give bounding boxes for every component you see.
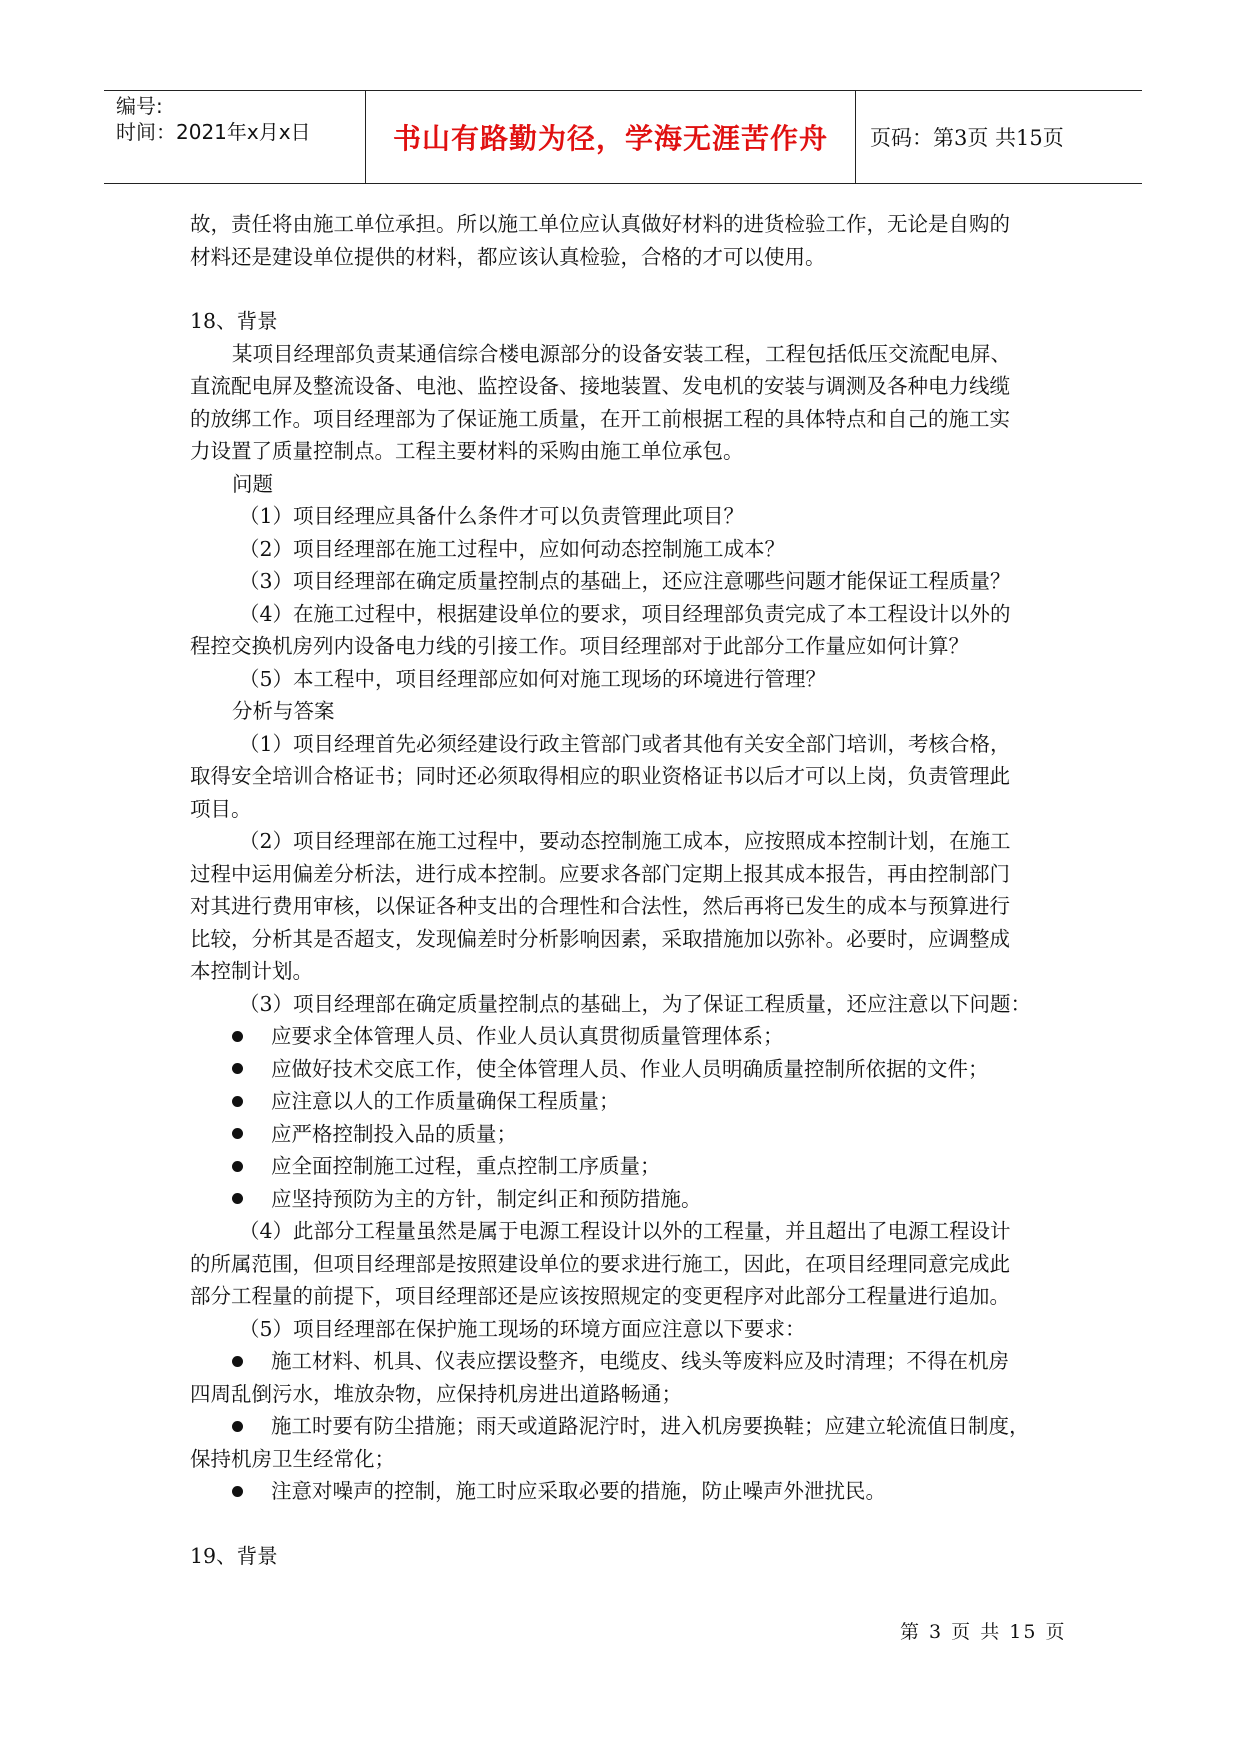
header-motto-cell — [366, 91, 856, 183]
bullet-item — [190, 1020, 1060, 1053]
body-line: 本控制计划。 — [190, 959, 313, 983]
body-line: 保持机房卫生经常化； — [190, 1446, 395, 1471]
bullet-dot-icon — [232, 1063, 243, 1074]
answer-item: （3）项目经理部在确定质量控制点的基础上，为了保证工程质量，还应注意以下问题： — [239, 991, 1032, 1016]
bullet-dot-icon — [232, 1421, 243, 1432]
answer-item: （5）项目经理部在保护施工现场的环境方面应注意以下要求： — [239, 1316, 806, 1341]
bullet-dot-icon — [232, 1031, 243, 1042]
header-motto: 书山有路勤为径，学海无涯苦作舟 — [392, 122, 828, 155]
bullet-dot-icon — [232, 1096, 243, 1107]
bullet-item — [190, 1118, 1060, 1151]
bullet-text: 应注意以人的工作质量确保工程质量； — [271, 1089, 620, 1113]
body-line: 故，责任将由施工单位承担。所以施工单位应认真做好材料的进货检验工作，无论是自购的 — [190, 212, 1010, 236]
question-item: （2）项目经理部在施工过程中，应如何动态控制施工成本？ — [239, 536, 786, 561]
header-page-info: 页码：第3页 共15页 — [870, 126, 1064, 150]
document-body — [190, 208, 1060, 1572]
bullet-dot-icon — [232, 1356, 243, 1367]
body-line: 程控交换机房列内设备电力线的引接工作。项目经理部对于此部分工作量应如何计算？ — [190, 634, 969, 658]
body-line: 过程中运用偏差分析法，进行成本控制。应要求各部门定期上报其成本报告，再由控制部门 — [190, 861, 1010, 886]
body-line: 部分工程量的前提下，项目经理部还是应该按照规定的变更程序对此部分工程量进行追加。 — [190, 1284, 1010, 1308]
bullet-item — [190, 1183, 1060, 1216]
section-heading-18: 18、背景 — [190, 309, 278, 333]
bullet-dot-icon — [232, 1161, 243, 1172]
bullet-text: 注意对噪声的控制，施工时应采取必要的措施，防止噪声外泄扰民。 — [271, 1479, 886, 1503]
bullet-item — [190, 1410, 1060, 1443]
body-line: 的所属范围，但项目经理部是按照建设单位的要求进行施工，因此，在项目经理同意完成此 — [190, 1251, 1010, 1276]
body-line: 对其进行费用审核，以保证各种支出的合理性和合法性，然后再将已发生的成本与预算进行 — [190, 894, 1010, 918]
header-meta-cell — [104, 91, 366, 183]
body-line: 项目。 — [190, 796, 252, 821]
question-item: （1）项目经理应具备什么条件才可以负责管理此项目？ — [239, 504, 745, 528]
body-line: 比较，分析其是否超支，发现偏差时分析影响因素，采取措施加以弥补。必要时，应调整成 — [190, 926, 1010, 951]
bullet-item — [190, 1053, 1060, 1086]
bullet-text: 应坚持预防为主的方针，制定纠正和预防措施。 — [271, 1186, 702, 1211]
header-page-cell — [856, 91, 1142, 183]
body-line: 的放绑工作。项目经理部为了保证施工质量，在开工前根据工程的具体特点和自己的施工实 — [190, 406, 1010, 431]
bullet-item — [190, 1475, 1060, 1508]
answer-item: （1）项目经理首先必须经建设行政主管部门或者其他有关安全部门培训，考核合格， — [239, 731, 1011, 756]
bullet-item — [190, 1150, 1060, 1183]
date-label: 时间：2021年x月x日 — [116, 120, 311, 144]
page-footer: 第 3 页 共 15 页 — [900, 1621, 1067, 1643]
section-heading-19: 19、背景 — [190, 1543, 278, 1568]
question-item: （3）项目经理部在确定质量控制点的基础上，还应注意哪些问题才能保证工程质量？ — [239, 569, 1011, 593]
bullet-text: 施工材料、机具、仪表应摆设整齐，电缆皮、线头等废料应及时清理；不得在机房 — [271, 1349, 1009, 1373]
body-line: 四周乱倒污水，堆放杂物，应保持机房进出道路畅通； — [190, 1381, 682, 1406]
questions-heading: 问题 — [232, 471, 273, 496]
document-header — [104, 90, 1142, 184]
body-line: 直流配电屏及整流设备、电池、监控设备、接地装置、发电机的安装与调测及各种电力线缆 — [190, 374, 1010, 398]
bullet-dot-icon — [232, 1486, 243, 1497]
bullet-dot-icon — [232, 1193, 243, 1204]
body-line: 材料还是建设单位提供的材料，都应该认真检验，合格的才可以使用。 — [190, 244, 826, 269]
question-item: （5）本工程中，项目经理部应如何对施工现场的环境进行管理？ — [239, 666, 827, 691]
question-item: （4）在施工过程中，根据建设单位的要求，项目经理部负责完成了本工程设计以外的 — [239, 601, 1011, 626]
bullet-text: 施工时要有防尘措施；雨天或道路泥泞时，进入机房要换鞋；应建立轮流值日制度， — [271, 1414, 1030, 1438]
bullet-text: 应做好技术交底工作，使全体管理人员、作业人员明确质量控制所依据的文件； — [271, 1056, 989, 1081]
bullet-text: 应全面控制施工过程，重点控制工序质量； — [271, 1154, 661, 1178]
answer-item: （2）项目经理部在施工过程中，要动态控制施工成本，应按照成本控制计划，在施工 — [239, 829, 1011, 853]
answers-heading: 分析与答案 — [232, 699, 335, 723]
bullet-text: 应严格控制投入品的质量； — [271, 1121, 517, 1146]
bullet-text: 应要求全体管理人员、作业人员认真贯彻质量管理体系； — [271, 1024, 784, 1048]
answer-item: （4）此部分工程量虽然是属于电源工程设计以外的工程量，并且超出了电源工程设计 — [239, 1219, 1011, 1243]
body-line: 某项目经理部负责某通信综合楼电源部分的设备安装工程，工程包括低压交流配电屏、 — [232, 341, 1011, 366]
body-line: 取得安全培训合格证书；同时还必须取得相应的职业资格证书以后才可以上岗，负责管理此 — [190, 764, 1010, 788]
bullet-dot-icon — [232, 1128, 243, 1139]
body-line: 力设置了质量控制点。工程主要材料的采购由施工单位承包。 — [190, 439, 744, 463]
bullet-item — [190, 1345, 1060, 1378]
bullet-item — [190, 1085, 1060, 1118]
serial-number-label: 编号: — [116, 94, 163, 118]
